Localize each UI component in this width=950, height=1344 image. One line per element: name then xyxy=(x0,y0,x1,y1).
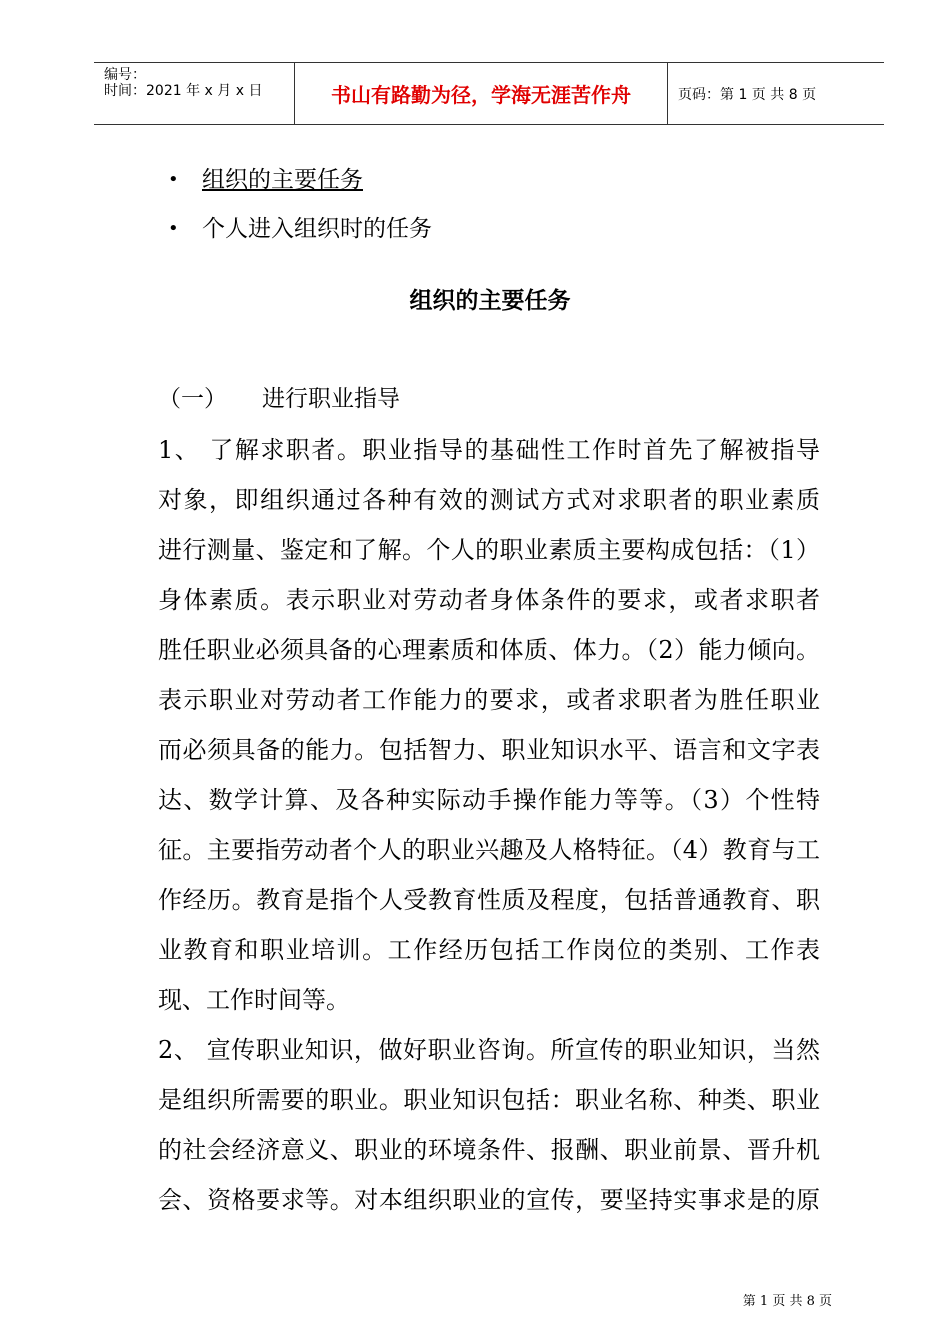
body-line: 作经历。教育是指个人受教育性质及程度，包括普通教育、职 xyxy=(158,886,820,914)
body-line: 表示职业对劳动者工作能力的要求，或者求职者为胜任职业 xyxy=(158,686,820,714)
body-line: 2、 宣传职业知识，做好职业咨询。所宣传的职业知识，当然 xyxy=(158,1036,820,1064)
header-motto: 书山有路勤为径，学海无涯苦作舟 xyxy=(295,63,668,124)
page-header xyxy=(94,62,884,125)
body-line: 而必须具备的能力。包括智力、职业知识水平、语言和文字表 xyxy=(158,736,820,764)
toc-link[interactable]: 组织的主要任务 xyxy=(202,167,363,193)
number-label: 编号： xyxy=(104,67,146,83)
body-line: 会、资格要求等。对本组织职业的宣传，要坚持实事求是的原 xyxy=(158,1186,820,1214)
body-line: 胜任职业必须具备的心理素质和体质、体力。（2）能力倾向。 xyxy=(158,636,820,664)
toc-label: 个人进入组织时的任务 xyxy=(202,216,432,242)
bullet-icon: • xyxy=(168,169,179,190)
body-line: 征。主要指劳动者个人的职业兴趣及人格特征。（4）教育与工 xyxy=(158,836,820,864)
sub-heading-text: 进行职业指导 xyxy=(262,386,400,412)
section-title: 组织的主要任务 xyxy=(409,288,571,314)
sub-heading-number: （一） xyxy=(158,386,227,412)
header-meta xyxy=(94,63,295,124)
body-line: 身体素质。表示职业对劳动者身体条件的要求，或者求职者 xyxy=(158,586,820,614)
header-page-info xyxy=(668,63,884,124)
body-line: 1、 了解求职者。职业指导的基础性工作时首先了解被指导 xyxy=(158,436,820,464)
body-line: 对象，即组织通过各种有效的测试方式对求职者的职业素质 xyxy=(158,486,820,514)
bullet-icon: • xyxy=(168,218,179,239)
page-footer: 第 1 页 共 8 页 xyxy=(742,1294,832,1309)
body-line: 是组织所需要的职业。职业知识包括：职业名称、种类、职业 xyxy=(158,1086,820,1114)
body-line: 达、数学计算、及各种实际动手操作能力等等。（3）个性特 xyxy=(158,786,820,814)
body-line: 的社会经济意义、职业的环境条件、报酬、职业前景、晋升机 xyxy=(158,1136,820,1164)
body-line: 进行测量、鉴定和了解。个人的职业素质主要构成包括：（1） xyxy=(158,536,820,564)
date-label: 时间：2021 年 x 月 x 日 xyxy=(104,83,263,99)
body-line: 现、工作时间等。 xyxy=(158,986,350,1014)
body-line: 业教育和职业培训。工作经历包括工作岗位的类别、工作表 xyxy=(158,936,820,964)
page-label: 页码：第 1 页 共 8 页 xyxy=(678,86,817,103)
